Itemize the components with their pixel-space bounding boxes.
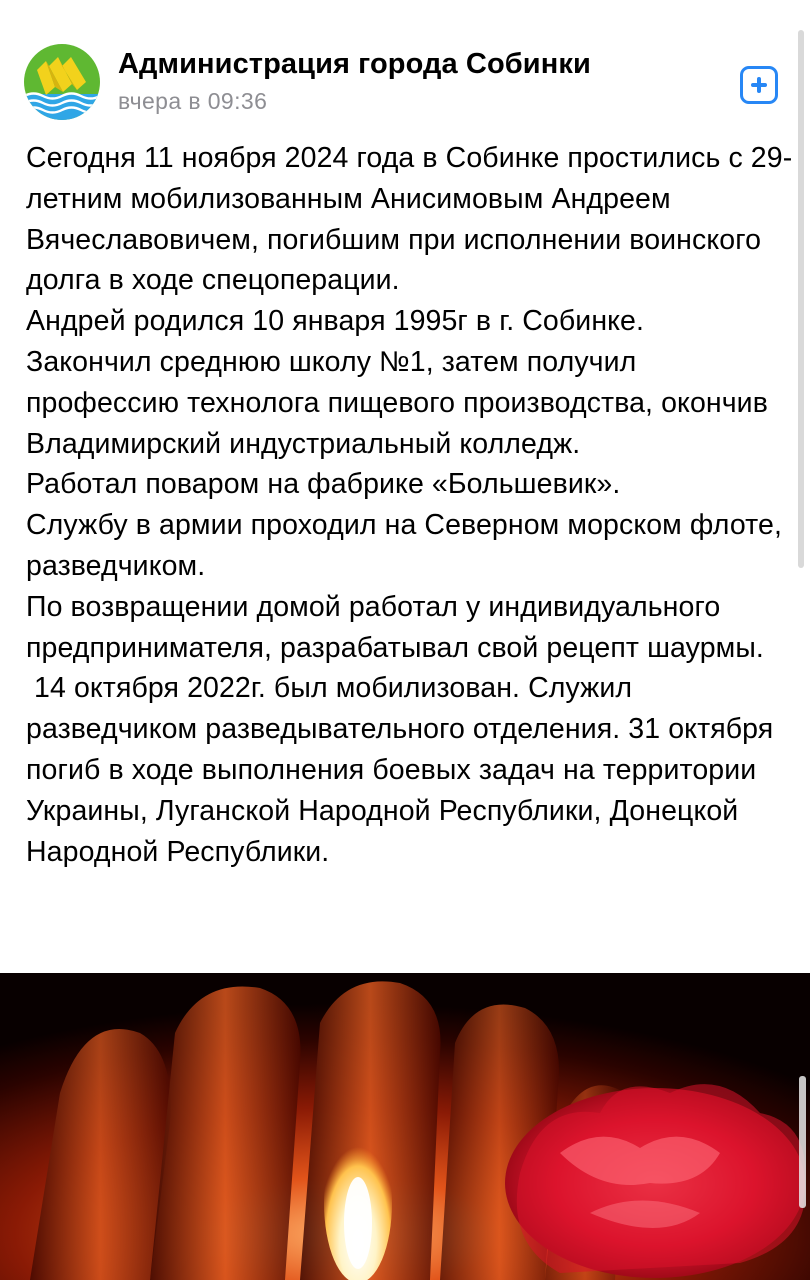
- community-name-link[interactable]: Администрация города Собинки: [118, 48, 591, 80]
- post-timestamp: вчера в 09:36: [118, 88, 268, 114]
- page-scrollbar[interactable]: [798, 30, 804, 568]
- community-avatar[interactable]: [24, 44, 100, 120]
- post-paragraph: Работал поваром на фабрике «Большевик».: [26, 468, 621, 501]
- post-photo[interactable]: [0, 973, 810, 1280]
- post-paragraph: Сегодня 11 ноября 2024 года в Собинке простились с 29-летним мобилизованным Анисимовым Андреем Вячеславовичем, погибшим при исполнении воинского долга в ходе спецоперации.: [26, 142, 793, 297]
- post-paragraph: По возвращении домой работал у индивидуального предпринимателя, разрабатывал свой рецепт шаурмы.: [26, 590, 764, 664]
- sobinka-emblem-icon: [24, 44, 100, 120]
- post-paragraph: Закончил среднюю школу №1, затем получил профессию технолога пищевого производства, окончив Владимирский индустриальный колледж.: [26, 345, 776, 460]
- subscribe-button[interactable]: [740, 66, 778, 104]
- candle-and-carnation-image: [0, 973, 810, 1280]
- post-paragraph: 14 октября 2022г. был мобилизован. Служил разведчиком разведывательного отделения. 31 октября погиб в ходе выполнения боевых задач на территории Украины, Луганской Народной Республики, Донецкой Народной Республики.: [26, 672, 782, 868]
- post-text: [26, 138, 796, 872]
- post-header: [0, 0, 810, 136]
- post-paragraph: Службу в армии проходил на Северном морском флоте, разведчиком.: [26, 509, 790, 582]
- post-paragraph: Андрей родился 10 января 1995г в г. Собинке.: [26, 305, 645, 338]
- photo-scrollbar[interactable]: [799, 1076, 806, 1208]
